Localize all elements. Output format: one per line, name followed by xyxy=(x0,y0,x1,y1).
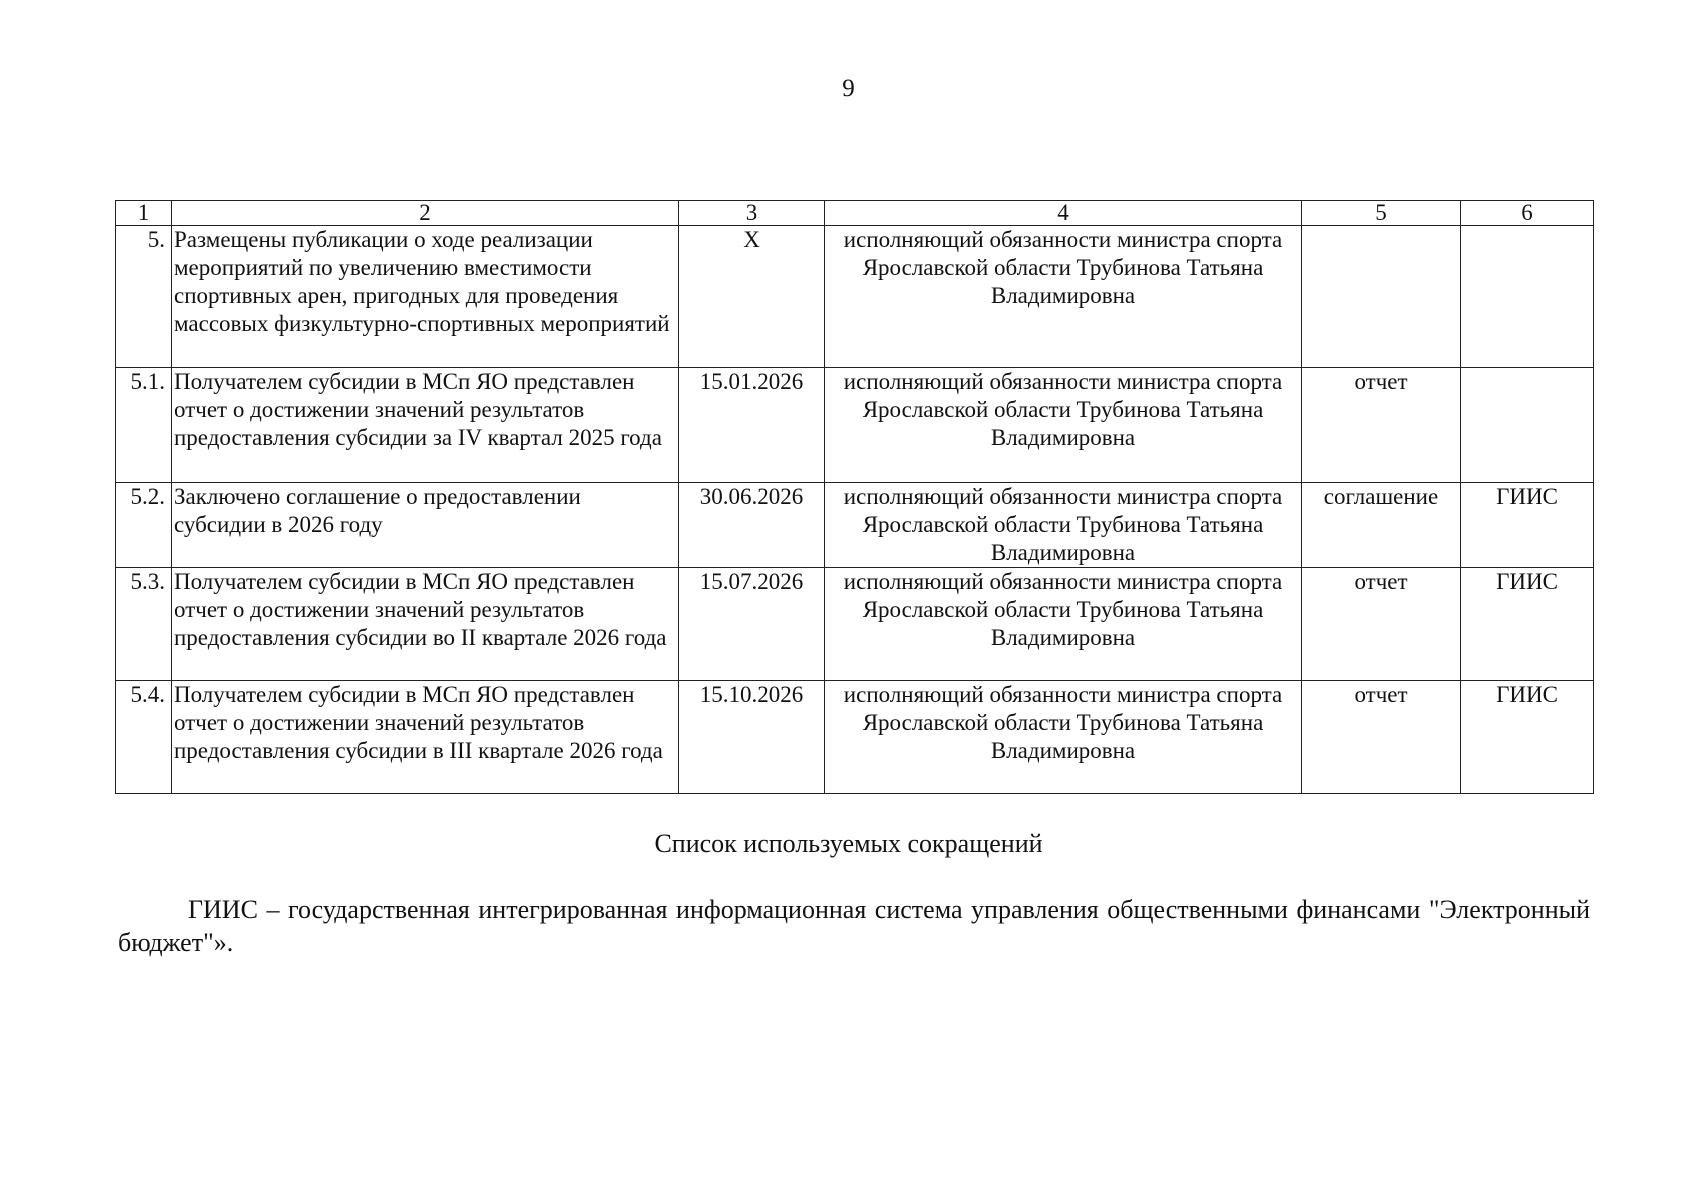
row-date: 15.01.2026 xyxy=(679,368,825,483)
row-responsible: исполняющий обязанности министра спорта Ярославской области Трубинова Татьяна Владимировна xyxy=(825,568,1302,681)
row-responsible: исполняющий обязанности министра спорта Ярославской области Трубинова Татьяна Владимировна xyxy=(825,483,1302,568)
row-number: 5.1. xyxy=(116,368,172,483)
row-responsible: исполняющий обязанности министра спорта Ярославской области Трубинова Татьяна Владимировна xyxy=(825,681,1302,794)
column-number-2: 2 xyxy=(172,201,679,226)
abbreviations-title: Список используемых сокращений xyxy=(654,829,1043,858)
row-date: 30.06.2026 xyxy=(679,483,825,568)
table-row xyxy=(116,226,1594,368)
row-description: Заключено соглашение о предоставлении субсидии в 2026 году xyxy=(172,483,679,568)
row-document: соглашение xyxy=(1302,483,1461,568)
column-number-1: 1 xyxy=(116,201,172,226)
column-number-5: 5 xyxy=(1302,201,1461,226)
row-document xyxy=(1302,226,1461,368)
row-number: 5. xyxy=(116,226,172,368)
table-header-row xyxy=(116,201,1594,226)
row-document: отчет xyxy=(1302,568,1461,681)
row-description: Размещены публикации о ходе реализации мероприятий по увеличению вместимости спортивных арен, пригодных для проведения массовых физкультурно-спортивных мероприятий xyxy=(172,226,679,368)
row-responsible: исполняющий обязанности министра спорта Ярославской области Трубинова Татьяна Владимировна xyxy=(825,226,1302,368)
row-number: 5.2. xyxy=(116,483,172,568)
table-row xyxy=(116,681,1594,794)
row-responsible: исполняющий обязанности министра спорта Ярославской области Трубинова Татьяна Владимировна xyxy=(825,368,1302,483)
row-number: 5.4. xyxy=(116,681,172,794)
abbreviations-text: ГИИС – государственная интегрированная информационная система управления общественными финансами "Электронный бюджет"». xyxy=(118,895,1590,957)
row-description: Получателем субсидии в МСп ЯО представлен отчет о достижении значений результатов предоставления субсидии за IV квартал 2025 года xyxy=(172,368,679,483)
row-system: ГИИС xyxy=(1461,483,1594,568)
row-system: ГИИС xyxy=(1461,681,1594,794)
table-row xyxy=(116,568,1594,681)
row-description: Получателем субсидии в МСп ЯО представлен отчет о достижении значений результатов предоставления субсидии во II квартале 2026 года xyxy=(172,568,679,681)
row-date: 15.07.2026 xyxy=(679,568,825,681)
row-system xyxy=(1461,226,1594,368)
row-number: 5.3. xyxy=(116,568,172,681)
row-document: отчет xyxy=(1302,368,1461,483)
row-system: ГИИС xyxy=(1461,568,1594,681)
table-row xyxy=(116,368,1594,483)
column-number-6: 6 xyxy=(1461,201,1594,226)
row-date: 15.10.2026 xyxy=(679,681,825,794)
column-number-3: 3 xyxy=(679,201,825,226)
row-document: отчет xyxy=(1302,681,1461,794)
table-row xyxy=(116,483,1594,568)
row-system xyxy=(1461,368,1594,483)
page-number: 9 xyxy=(842,75,855,102)
row-date: X xyxy=(679,226,825,368)
row-description: Получателем субсидии в МСп ЯО представлен отчет о достижении значений результатов предоставления субсидии в III квартале 2026 года xyxy=(172,681,679,794)
plan-table xyxy=(115,200,1594,794)
column-number-4: 4 xyxy=(825,201,1302,226)
